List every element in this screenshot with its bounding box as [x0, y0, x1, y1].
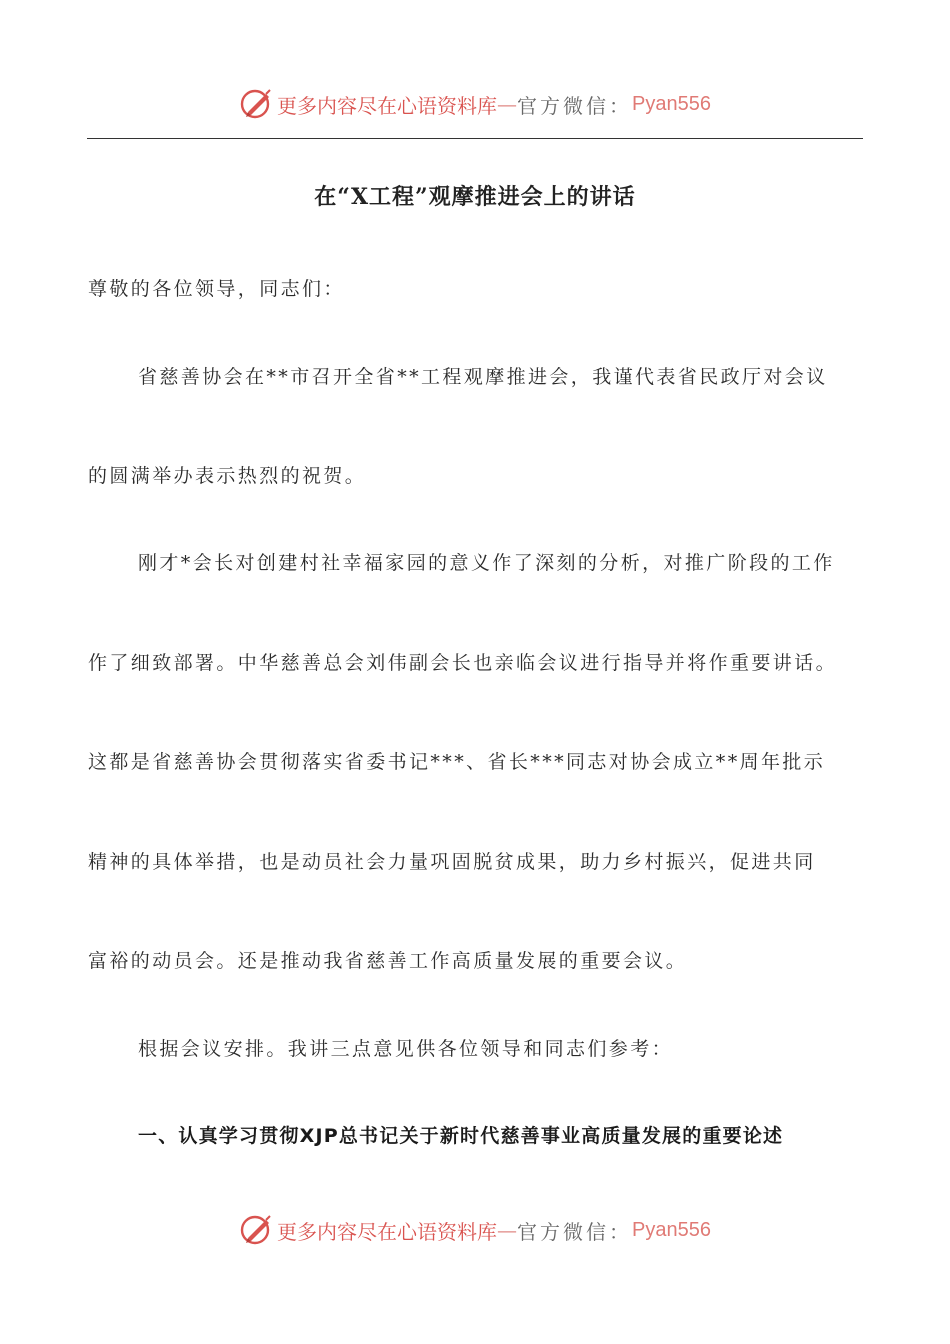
- banner-wechat-id: Pyan556: [632, 1218, 711, 1241]
- banner-dash: —: [497, 92, 518, 116]
- banner-wechat-id: Pyan556: [632, 92, 711, 115]
- pen-logo-icon: [239, 86, 275, 122]
- paragraph-line: 刚才*会长对创建村社幸福家园的意义作了深刻的分析，对推广阶段的工作: [138, 552, 835, 574]
- paragraph-line: 作了细致部署。中华慈善总会刘伟副会长也亲临会议进行指导并将作重要讲话。: [88, 652, 838, 674]
- banner-text: 更多内容尽在心语资料库: [277, 93, 498, 118]
- footer-banner: [0, 1210, 950, 1250]
- paragraph-line: 这都是省慈善协会贯彻落实省委书记***、省长***同志对协会成立**周年批示: [88, 751, 826, 773]
- banner-wechat-label: 官方微信：: [517, 1219, 633, 1244]
- section-heading: 一、认真学习贯彻XJP总书记关于新时代慈善事业高质量发展的重要论述: [138, 1125, 784, 1147]
- banner-dash: —: [497, 1218, 518, 1242]
- document-title: 在“X工程”观摩推进会上的讲话: [314, 184, 636, 210]
- paragraph-line: 省慈善协会在**市召开全省**工程观摩推进会，我谨代表省民政厅对会议: [138, 366, 828, 388]
- header-banner: [0, 84, 950, 124]
- paragraph-line: 富裕的动员会。还是推动我省慈善工作高质量发展的重要会议。: [88, 950, 688, 972]
- banner-wechat-label: 官方微信：: [517, 93, 633, 118]
- paragraph-line: 精神的具体举措，也是动员社会力量巩固脱贫成果，助力乡村振兴，促进共同: [88, 851, 816, 873]
- paragraph-line: 的圆满举办表示热烈的祝贺。: [88, 465, 367, 487]
- paragraph-line: 根据会议安排。我讲三点意见供各位领导和同志们参考：: [138, 1038, 674, 1060]
- banner-text: 更多内容尽在心语资料库: [277, 1219, 498, 1244]
- salutation: 尊敬的各位领导，同志们：: [88, 278, 345, 300]
- pen-logo-icon: [239, 1212, 275, 1248]
- header-divider: [87, 138, 863, 139]
